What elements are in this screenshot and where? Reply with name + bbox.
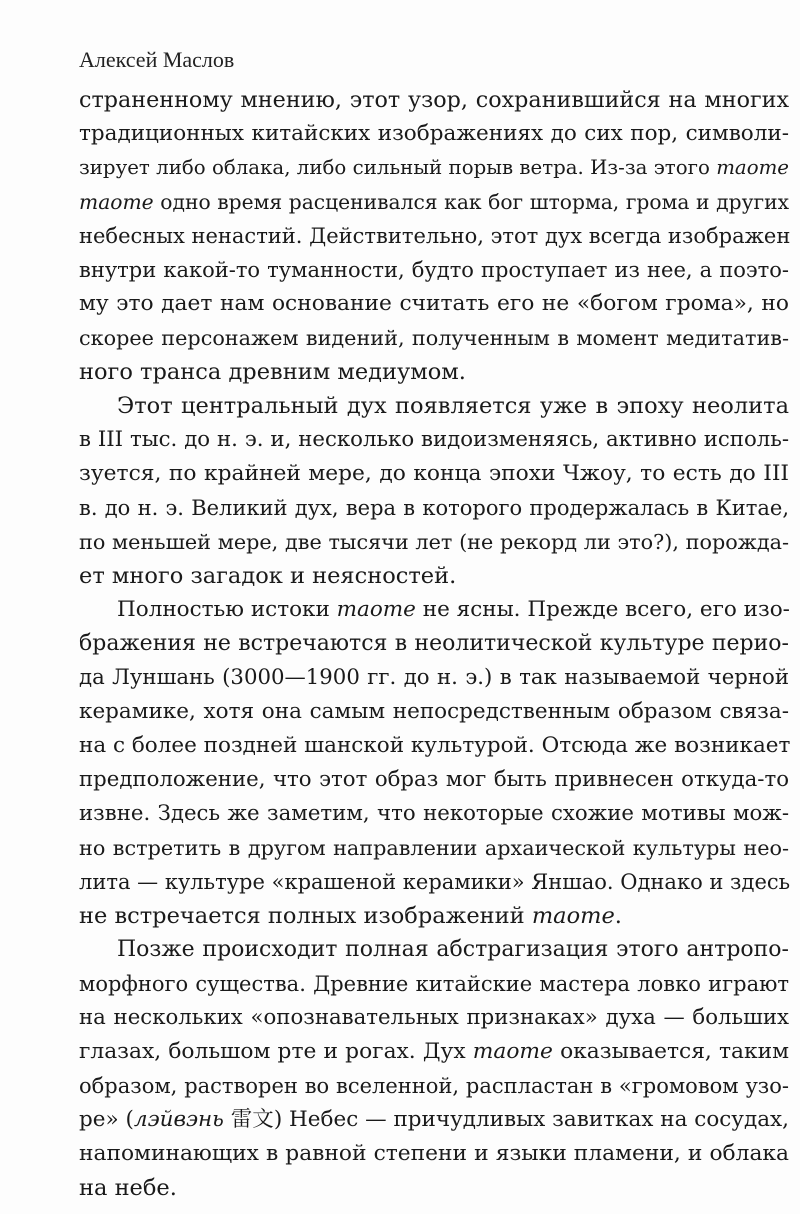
- text-line: Этот центральный дух появляется уже в эпоху неолита: [117, 393, 789, 419]
- text-line: лита — культуре «крашеной керамики» Яншао. Однако и здесь: [79, 870, 791, 894]
- term-leiwen: лэйвэнь: [133, 1107, 224, 1132]
- text-line: небесных ненастий. Действительно, этот дух всегда изображен: [79, 224, 791, 248]
- text-line: на небе.: [79, 1175, 177, 1201]
- term-taote: таоте: [531, 903, 615, 929]
- text-line: таоте одно время расценивался как бог шторма, грома и других: [79, 190, 790, 214]
- text-line: керамике, хотя она самым непосредственным образом связа-: [79, 699, 789, 724]
- term-taote: таоте: [336, 597, 416, 622]
- text-line: предположение, что этот образ мог быть привнесен откуда-то: [79, 767, 789, 792]
- text-line: глазах, большом рте и рогах. Дух таоте оказывается, таким: [79, 1039, 789, 1064]
- text-line: в III тыс. до н. э. и, несколько видоизменяясь, активно исполь-: [79, 427, 789, 452]
- text-line: извне. Здесь же заметим, что некоторые схожие мотивы мож-: [79, 801, 789, 826]
- text-line: зуется, по крайней мере, до конца эпохи Чжоу, то есть до III: [79, 461, 789, 486]
- text-line: зирует либо облака, либо сильный порыв ветра. Из-за этого таоте: [79, 156, 789, 179]
- running-header-author: Алексей Маслов: [79, 47, 235, 72]
- text-line: бражения не встречаются в неолитической культуре перио-: [79, 631, 789, 656]
- term-taote: таоте: [716, 156, 789, 179]
- text-line: напоминающих в равной степени и языки пламени, и облака: [79, 1141, 789, 1166]
- text-line: внутри какой-то туманности, будто проступает из нее, а поэто-: [79, 258, 789, 282]
- text-line: образом, растворен во вселенной, распластан в «громовом узо-: [79, 1074, 789, 1098]
- text-line: на нескольких «опознавательных признаках» духа — больших: [79, 1005, 789, 1030]
- text-line: но встретить в другом направлении архаической культуры нео-: [79, 836, 789, 860]
- text-line: страненному мнению, этот узор, сохранившийся на многих: [79, 87, 789, 113]
- text-line: ет много загадок и неясностей.: [79, 563, 457, 589]
- text-line: скорее персонажем видений, полученным в момент медитатив-: [79, 326, 789, 350]
- text-line: не встречается полных изображений таоте.: [79, 903, 622, 929]
- text-line: традиционных китайских изображениях до сих пор, символи-: [79, 121, 789, 146]
- text-line: ного транса древним медиумом.: [79, 359, 466, 385]
- text-line: ре» (лэйвэнь 雷文) Небес — причудливых завитках на сосудах,: [79, 1107, 789, 1132]
- chinese-characters: 雷文: [230, 1107, 274, 1132]
- text-line: Полностью истоки таоте не ясны. Прежде всего, его изо-: [117, 597, 790, 622]
- text-line: по меньшей мере, две тысячи лет (не рекорд ли это?), порожда-: [79, 530, 789, 554]
- text-line: на с более поздней шанской культурой. Отсюда же возникает: [79, 733, 791, 758]
- text-line: да Луншань (3000—1900 гг. до н. э.) в так называемой черной: [79, 665, 789, 690]
- text-line: морфного существа. Древние китайские мастера ловко играют: [79, 972, 789, 996]
- text-line: Позже происходит полная абстрагизация этого антропо-: [117, 937, 789, 962]
- text-line: му это дает нам основание считать его не «богом грома», но: [79, 291, 789, 316]
- text-line: в. до н. э. Великий дух, вера в которого продержалась в Китае,: [79, 496, 789, 520]
- term-taote: таоте: [79, 190, 154, 214]
- term-taote: таоте: [472, 1039, 553, 1064]
